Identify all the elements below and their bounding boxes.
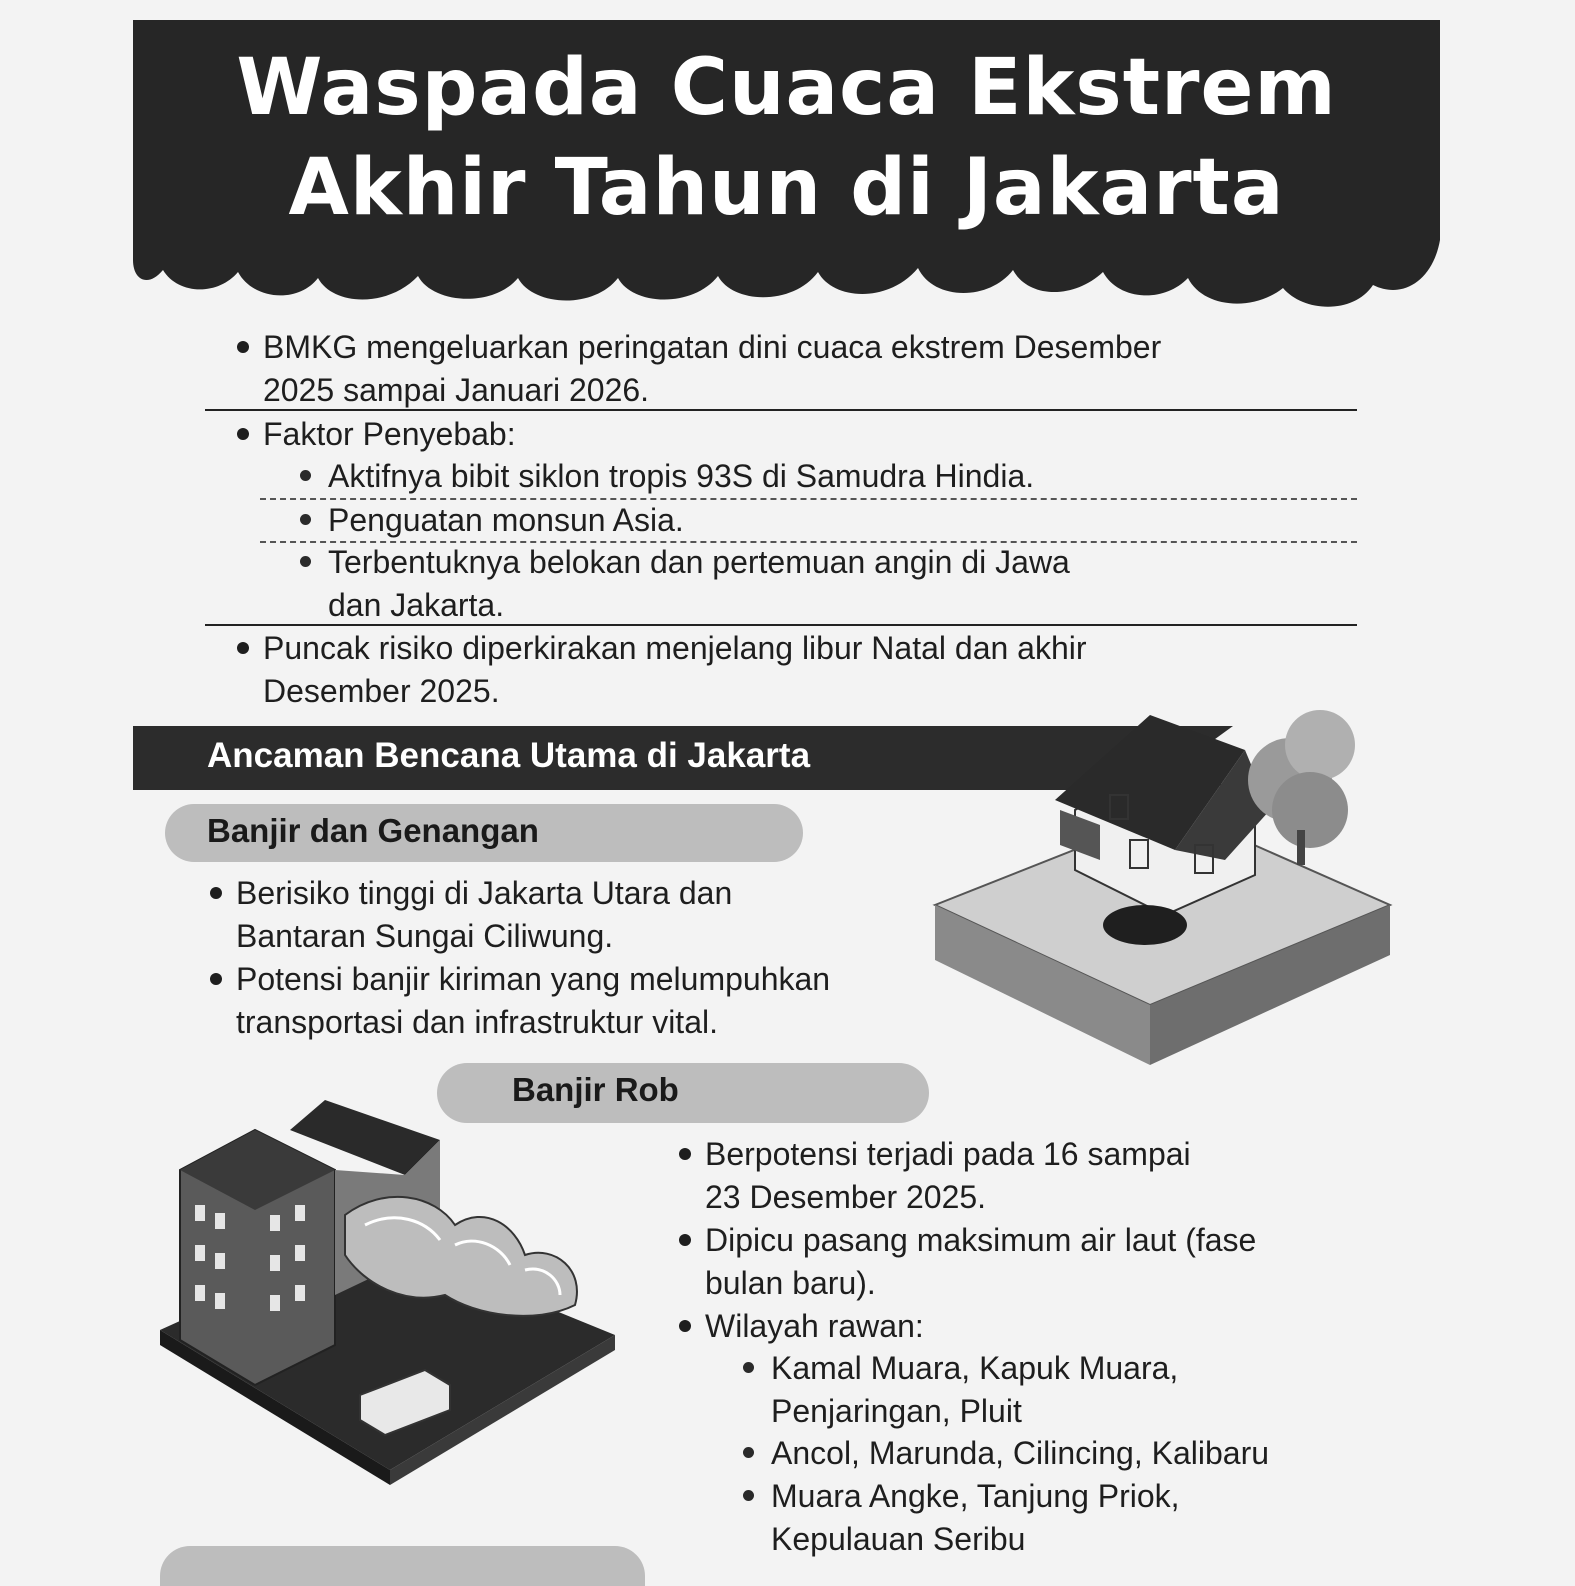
- flooded-house-illustration: [925, 700, 1395, 1070]
- peak-bullet: Puncak risiko diperkirakan menjelang libur Natal dan akhir Desember 2025.: [263, 627, 1087, 713]
- rob-area: Ancol, Marunda, Cilincing, Kalibaru: [771, 1432, 1269, 1475]
- tidal-flood-city-illustration: [155, 1095, 625, 1485]
- cause-item: Terbentuknya belokan dan pertemuan angin di Jawa dan Jakarta.: [328, 541, 1070, 627]
- banjir-title-pill: [165, 804, 803, 862]
- title-line-2: Akhir Tahun di Jakarta: [288, 143, 1285, 233]
- rob-area: Kamal Muara, Kapuk Muara, Penjaringan, Pluit: [771, 1347, 1178, 1433]
- rob-point: Wilayah rawan:: [705, 1305, 924, 1348]
- divider: [205, 409, 1357, 411]
- banjir-point: Berisiko tinggi di Jakarta Utara dan Bantaran Sungai Ciliwung.: [236, 872, 732, 958]
- section-title: Ancaman Bencana Utama di Jakarta: [207, 736, 811, 775]
- divider: [205, 624, 1357, 626]
- page-title: [133, 38, 1440, 238]
- banjir-title: Banjir dan Genangan: [207, 812, 539, 849]
- rob-point: Berpotensi terjadi pada 16 sampai 23 Desember 2025.: [705, 1133, 1191, 1219]
- banjir-point: Potensi banjir kiriman yang melumpuhkan transportasi dan infrastruktur vital.: [236, 958, 830, 1044]
- cause-item: Penguatan monsun Asia.: [328, 499, 684, 542]
- rob-point: Dipicu pasang maksimum air laut (fase bulan baru).: [705, 1219, 1256, 1305]
- title-line-1: Waspada Cuaca Ekstrem: [236, 43, 1337, 133]
- rob-title: Banjir Rob: [512, 1071, 679, 1108]
- cause-item: Aktifnya bibit siklon tropis 93S di Samudra Hindia.: [328, 455, 1034, 498]
- next-section-pill: [160, 1546, 645, 1586]
- rob-area: Muara Angke, Tanjung Priok, Kepulauan Seribu: [771, 1475, 1180, 1561]
- causes-label: Faktor Penyebab:: [263, 413, 516, 456]
- warning-bullet: BMKG mengeluarkan peringatan dini cuaca ekstrem Desember 2025 sampai Januari 2026.: [263, 326, 1161, 412]
